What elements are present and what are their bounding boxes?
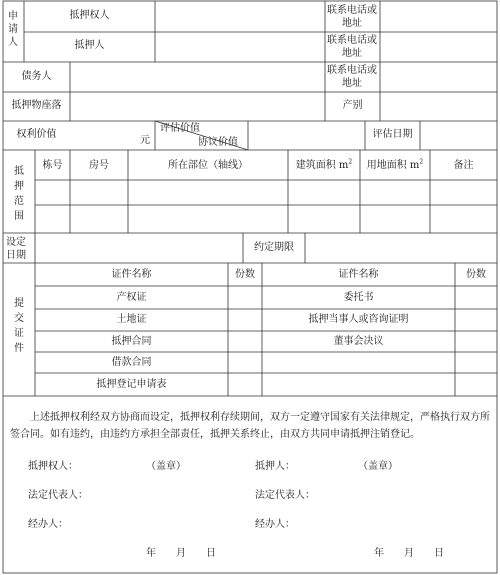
- property-location-label: 抵押物座落: [11, 100, 62, 111]
- sig-left-agent: 经办人：: [28, 519, 68, 530]
- mortgagee-label: 抵押权人: [69, 10, 110, 21]
- doc-left-count-header: 份数: [235, 269, 255, 280]
- sig-right-year: 年: [374, 548, 384, 559]
- debtor-label: 债务人: [21, 71, 52, 82]
- col-building-area: 建筑面积 $m^2$: [295, 158, 353, 171]
- sig-right-month: 月: [404, 548, 414, 559]
- assessed-value-label: 评估价值: [160, 123, 200, 134]
- col-building-no: 栋号: [42, 160, 63, 171]
- assess-date-label: 评估日期: [372, 129, 413, 140]
- scope-side-label: 抵押范围: [14, 166, 24, 222]
- documents-side-label: 提交证件: [14, 298, 24, 354]
- mortgagor-contact-label: 联系电话或地址: [327, 35, 377, 59]
- sig-left-party: 抵押权人：: [28, 461, 78, 472]
- doc-item-property-cert: 产权证: [116, 292, 147, 303]
- agreed-term-label: 约定期限: [254, 242, 294, 253]
- declaration-text: 上述抵押权利经双方协商而设定，抵押权利存续期间，双方一定遵守国家有关法律规定，严格执行双方所签合同。如有违约，由违约方承担全部责任，抵押关系终止，由双方共同申请抵押注销登记。: [10, 412, 490, 440]
- sig-right-party: 抵押人：: [255, 461, 295, 472]
- col-room-no: 房号: [89, 160, 109, 171]
- doc-item-party-proof: 抵押当事人或咨询证明: [308, 314, 409, 325]
- sig-left-day: 日: [206, 548, 216, 559]
- sig-left-legal: 法定代表人：: [28, 490, 88, 501]
- set-date-label: 设定日期: [6, 237, 26, 261]
- doc-item-mortgage-contract: 抵押合同: [111, 336, 152, 347]
- mortgagor-label: 抵押人: [74, 40, 105, 51]
- doc-left-header: 证件名称: [111, 269, 152, 280]
- sig-left-month: 月: [176, 548, 186, 559]
- applicant-side-label: 申请人: [8, 11, 18, 48]
- doc-item-power-of-attorney: 委托书: [343, 292, 374, 303]
- col-land-area: 用地面积 $m^2$: [366, 158, 424, 171]
- sig-right-day: 日: [434, 548, 444, 559]
- sig-left-year: 年: [146, 548, 156, 559]
- currency-unit: 元: [140, 135, 150, 146]
- right-value-label: 权利价值: [16, 129, 57, 140]
- doc-item-board-resolution: 董事会决议: [333, 336, 384, 347]
- doc-right-count-header: 份数: [466, 269, 486, 280]
- col-position: 所在部位（轴线）: [168, 160, 248, 171]
- agreed-value-label: 协议价值: [198, 137, 238, 148]
- sig-right-agent: 经办人：: [255, 519, 295, 530]
- mortgagee-contact-label: 联系电话或地址: [327, 5, 377, 29]
- doc-right-header: 证件名称: [338, 269, 379, 280]
- sig-right-legal: 法定代表人：: [255, 490, 315, 501]
- sig-right-seal: （盖章）: [358, 461, 398, 472]
- doc-item-loan-contract: 借款合同: [111, 357, 152, 368]
- doc-item-land-cert: 土地证: [116, 314, 147, 325]
- doc-item-registration-form: 抵押登记申请表: [96, 379, 167, 390]
- property-category-label: 产别: [342, 100, 363, 111]
- col-remarks: 备注: [453, 160, 474, 171]
- debtor-contact-label: 联系电话或地址: [327, 65, 377, 89]
- sig-left-seal: （盖章）: [146, 461, 186, 472]
